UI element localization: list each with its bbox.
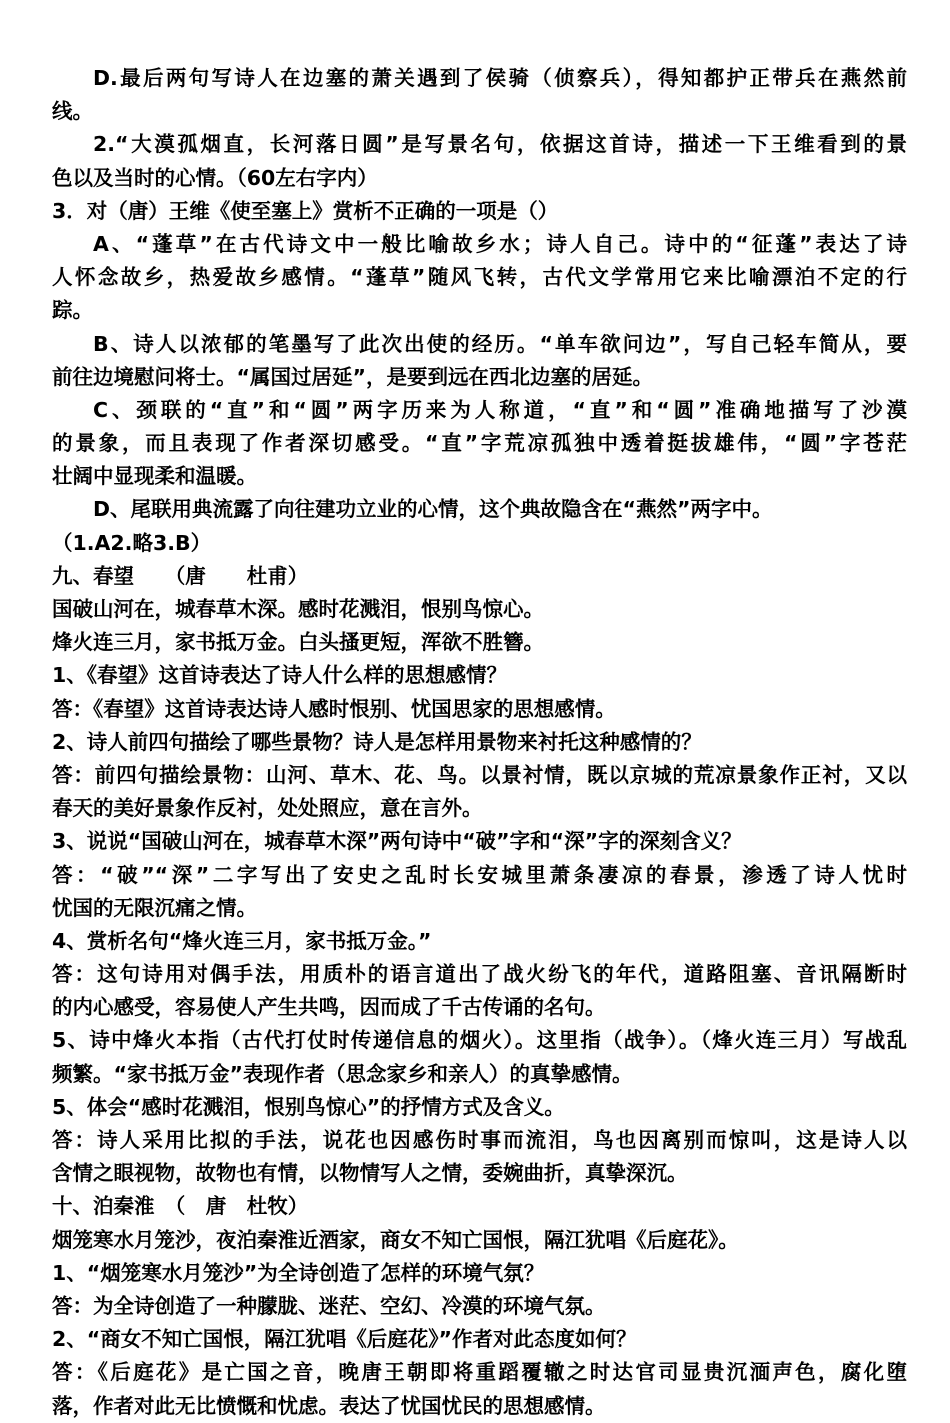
text-line: 答：《后庭花》是亡国之音，晚唐王朝即将重蹈覆辙之时达官司显贵沉湎声色，腐化堕 <box>52 1360 907 1385</box>
text-line: 前往边境慰问将士。“属国过居延”，是要到远在西北边塞的居延。 <box>52 364 653 389</box>
text-line: 2、“商女不知亡国恨，隔江犹唱《后庭花》”作者对此态度如何？ <box>52 1327 637 1352</box>
text-line: 人怀念故乡，热爱故乡感情。“蓬草”随风飞转，古代文学常用它来比喻漂泊不定的行 <box>52 265 907 290</box>
text-line: D.最后两句写诗人在边塞的萧关遇到了侯骑（侦察兵），得知都护正带兵在燕然前 <box>93 66 907 90</box>
text-line: 九、春望 （唐 杜甫） <box>52 563 309 588</box>
text-line: 落，作者对此无比愤慨和忧虑。表达了忧国忧民的思想感情。 <box>52 1393 606 1418</box>
text-line: 答：前四句描绘景物：山河、草木、花、鸟。以景衬情，既以京城的荒凉景象作正衬，又以 <box>52 762 907 787</box>
text-line: 答：为全诗创造了一种朦胧、迷茫、空幻、冷漠的环境气氛。 <box>52 1293 606 1318</box>
text-line: 答：《春望》这首诗表达诗人感时恨别、忧国思家的思想感情。 <box>52 696 616 721</box>
text-line: （1.A2.略3.B） <box>52 530 212 555</box>
text-line: 3、说说“国破山河在，城春草木深”两句诗中“破”字和“深”字的深刻含义？ <box>52 829 742 854</box>
text-line: 春天的美好景象作反衬，处处照应，意在言外。 <box>52 796 483 821</box>
text-line: 频繁。“家书抵万金”表现作者（思念家乡和亲人）的真挚感情。 <box>52 1061 633 1086</box>
text-line: 答：“破”“深”二字写出了安史之乱时长安城里萧条凄凉的春景，渗透了诗人忧时 <box>52 862 907 887</box>
text-line: 答：这句诗用对偶手法，用质朴的语言道出了战火纷飞的年代，道路阻塞、音讯隔断时 <box>52 962 907 987</box>
text-line: 十、泊秦淮 （ 唐 杜牧） <box>52 1194 309 1219</box>
text-line: 忧国的无限沉痛之情。 <box>52 895 257 920</box>
text-line: 答：诗人采用比拟的手法，说花也因感伤时事而流泪，鸟也因离别而惊叫，这是诗人以 <box>52 1128 907 1152</box>
text-line: 色以及当时的心情。（60左右字内） <box>52 165 378 190</box>
text-line: 含情之眼视物，故物也有情，以物情写人之情，委婉曲折，真挚深沉。 <box>52 1161 688 1186</box>
text-line: 烽火连三月，家书抵万金。白头搔更短，浑欲不胜簪。 <box>52 630 544 655</box>
text-line: 烟笼寒水月笼沙，夜泊秦淮近酒家，商女不知亡国恨，隔江犹唱《后庭花》。 <box>52 1227 739 1252</box>
text-line: C、颈联的“直”和“圆”两字历来为人称道，“直”和“圆”准确地描写了沙漠 <box>93 397 907 422</box>
text-line: 的景象，而且表现了作者深切感受。“直”字荒凉孤独中透着挺拔雄伟，“圆”字苍茫 <box>52 431 907 456</box>
text-line: 2、诗人前四句描绘了哪些景物？诗人是怎样用景物来衬托这种感情的？ <box>52 729 702 754</box>
text-line: 3．对（唐）王维《使至塞上》赏析不正确的一项是（） <box>52 198 559 223</box>
text-line: 壮阔中显现柔和温暖。 <box>52 464 257 489</box>
text-line: 5、体会“感时花溅泪，恨别鸟惊心”的抒情方式及含义。 <box>52 1094 565 1119</box>
text-line: 1、《春望》这首诗表达了诗人什么样的思想感情？ <box>52 663 508 688</box>
document-page <box>52 62 907 1423</box>
text-line: 4、赏析名句“烽火连三月，家书抵万金。” <box>52 928 432 953</box>
text-line: 国破山河在，城春草木深。感时花溅泪，恨别鸟惊心。 <box>52 597 544 621</box>
text-line: 1、“烟笼寒水月笼沙”为全诗创造了怎样的环境气氛？ <box>52 1260 545 1285</box>
text-line: 的内心感受，容易使人产生共鸣，因而成了千古传诵的名句。 <box>52 995 606 1020</box>
text-line: 5、诗中烽火本指（古代打仗时传递信息的烟火）。这里指（战争）。（烽火连三月）写战乱 <box>52 1028 907 1053</box>
text-line: 踪。 <box>52 298 93 323</box>
text-line: 2.“大漠孤烟直，长河落日圆”是写景名句，依据这首诗，描述一下王维看到的景 <box>93 132 907 157</box>
text-line: B、诗人以浓郁的笔墨写了此次出使的经历。“单车欲问边”，写自己轻车简从，要 <box>93 331 907 356</box>
text-line: A、“蓬草”在古代诗文中一般比喻故乡水；诗人自己。诗中的“征蓬”表达了诗 <box>93 231 907 256</box>
text-line: D、尾联用典流露了向往建功立业的心情，这个典故隐含在“燕然”两字中。 <box>93 497 773 522</box>
text-line: 线。 <box>52 99 93 124</box>
